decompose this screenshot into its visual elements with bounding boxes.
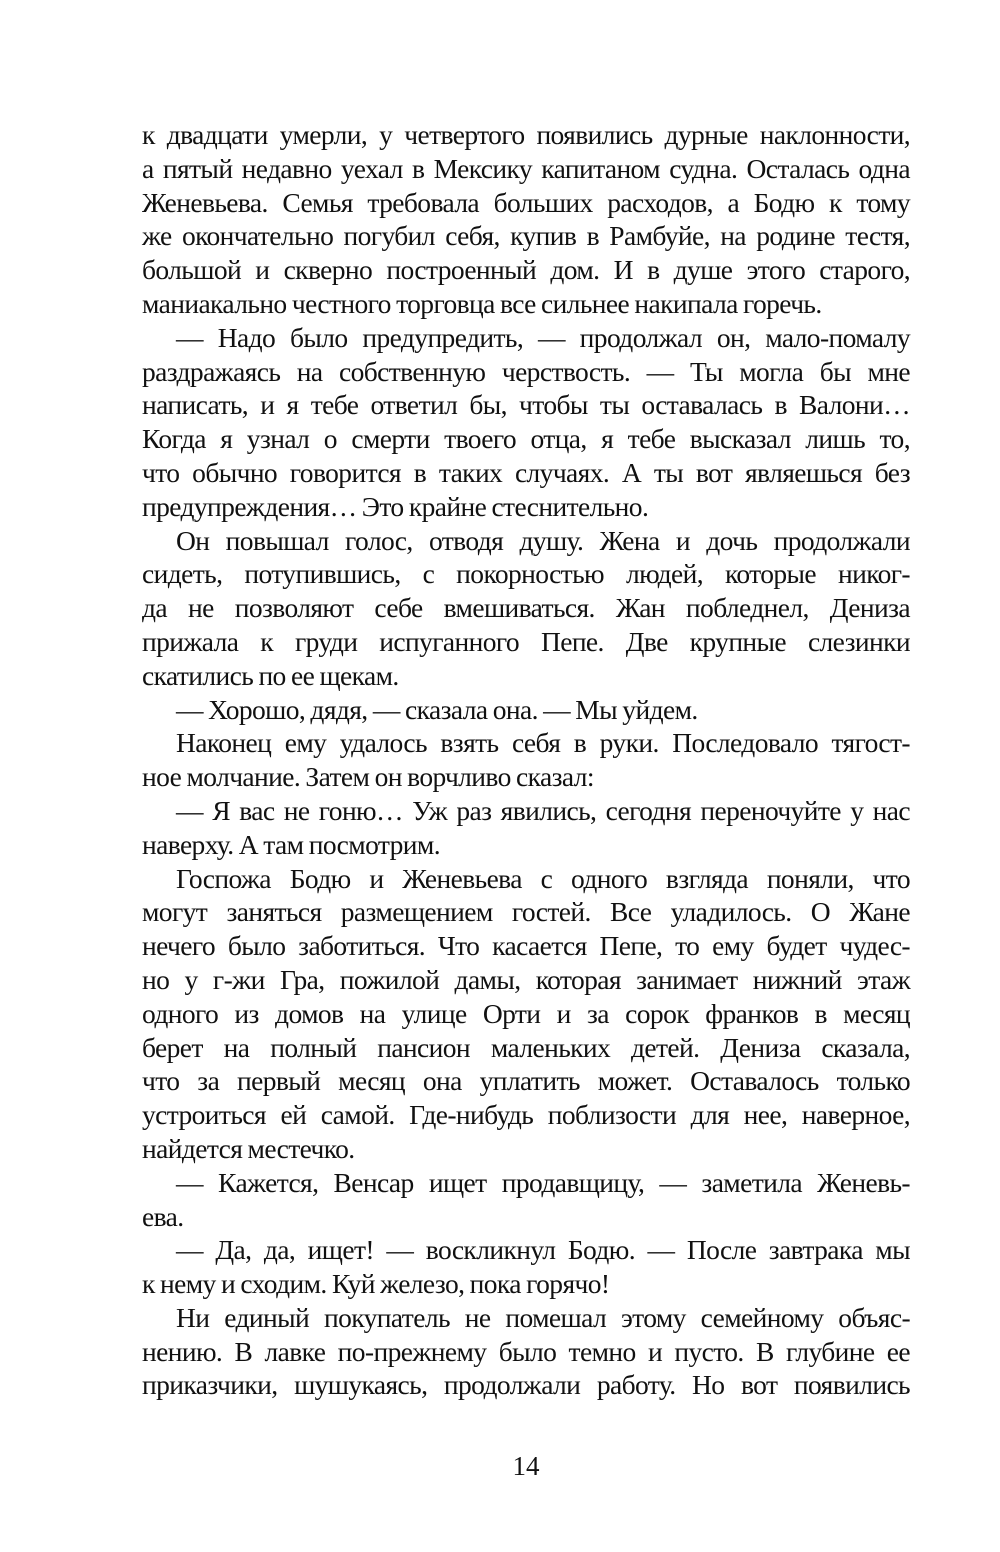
text-line: прижала к груди испуганного Пепе. Две крупные слезинки xyxy=(142,625,910,657)
text-line: что обычно говорится в таких случаях. А ты вот являешься без xyxy=(142,456,910,488)
text-line: — Да, да, ищет! — воскликнул Бодю. — После завтрака мы xyxy=(176,1234,910,1266)
text-line: что за первый месяц она уплатить может. Оставалось только xyxy=(142,1065,910,1097)
text-line: к нему и сходим. Куй железо, пока горячо! xyxy=(142,1268,610,1300)
text-line: одного из домов на улице Орти и за сорок франков в месяц xyxy=(142,997,910,1029)
text-line: Госпожа Бодю и Женевьева с одного взгляда поняли, что xyxy=(176,862,910,894)
text-line: приказчики, шушукаясь, продолжали работу. Но вот появились xyxy=(142,1369,910,1401)
text-line: большой и скверно построенный дом. И в душе этого старого, xyxy=(142,254,910,286)
text-line: сидеть, потупившись, с покорностью людей, которые никог- xyxy=(142,558,910,590)
text-line: наверху. А там посмотрим. xyxy=(142,828,440,860)
text-line: написать, и я тебе ответил бы, чтобы ты оставалась в Валони… xyxy=(142,389,910,421)
text-line: предупреждения… Это крайне стеснительно. xyxy=(142,490,649,522)
text-line: а пятый недавно уехал в Мексику капитаном судна. Осталась одна xyxy=(142,152,910,184)
text-line: ева. xyxy=(142,1200,184,1232)
text-line: раздражаясь на собственную черствость. — Ты могла бы мне xyxy=(142,355,910,387)
text-line: устроиться ей самой. Где-нибудь поблизости для нее, наверное, xyxy=(142,1099,910,1131)
text-line: к двадцати умерли, у четвертого появились дурные наклонности, xyxy=(142,119,910,150)
text-line: скатились по ее щекам. xyxy=(142,659,399,691)
text-line: да не позволяют себе вмешиваться. Жан побледнел, Дениза xyxy=(142,592,910,624)
text-line: но у г-жи Гра, пожилой дамы, которая занимает нижний этаж xyxy=(142,963,910,995)
text-line: же окончательно погубил себя, купив в Рамбуйе, на родине тестя, xyxy=(142,220,910,252)
text-line: Он повышал голос, отводя душу. Жена и дочь продолжали xyxy=(176,524,910,556)
text-line: Ни единый покупатель не помешал этому семейному объяс- xyxy=(176,1301,910,1333)
text-line: берет на полный пансион маленьких детей. Дениза сказала, xyxy=(142,1031,910,1063)
page-body-text xyxy=(142,118,910,1402)
text-line: могут заняться размещением гостей. Все уладилось. О Жане xyxy=(142,896,910,928)
text-line: — Хорошо, дядя, — сказала она. — Мы уйдем. xyxy=(176,693,698,725)
text-line: — Надо было предупредить, — продолжал он, мало-помалу xyxy=(176,321,910,353)
text-line: — Я вас не гоню… Уж раз явились, сегодня переночуйте у нас xyxy=(176,794,910,826)
text-line: Когда я узнал о смерти твоего отца, я тебе высказал лишь то, xyxy=(142,423,910,455)
text-line: маниакально честного торговца все сильнее накипала горечь. xyxy=(142,287,822,319)
text-line: найдется местечко. xyxy=(142,1132,355,1164)
text-line: ное молчание. Затем он ворчливо сказал: xyxy=(142,761,594,793)
text-line: нению. В лавке по-прежнему было темно и пусто. В глубине ее xyxy=(142,1335,910,1367)
text-line: Наконец ему удалось взять себя в руки. Последовало тягост- xyxy=(176,727,910,759)
text-line: — Кажется, Венсар ищет продавщицу, — заметила Женевь- xyxy=(176,1166,910,1198)
text-line: Женевьева. Семья требовала больших расходов, а Бодю к тому xyxy=(142,186,910,218)
page-number: 14 xyxy=(512,1451,540,1482)
text-line: нечего было заботиться. Что касается Пепе, то ему будет чудес- xyxy=(142,930,910,962)
